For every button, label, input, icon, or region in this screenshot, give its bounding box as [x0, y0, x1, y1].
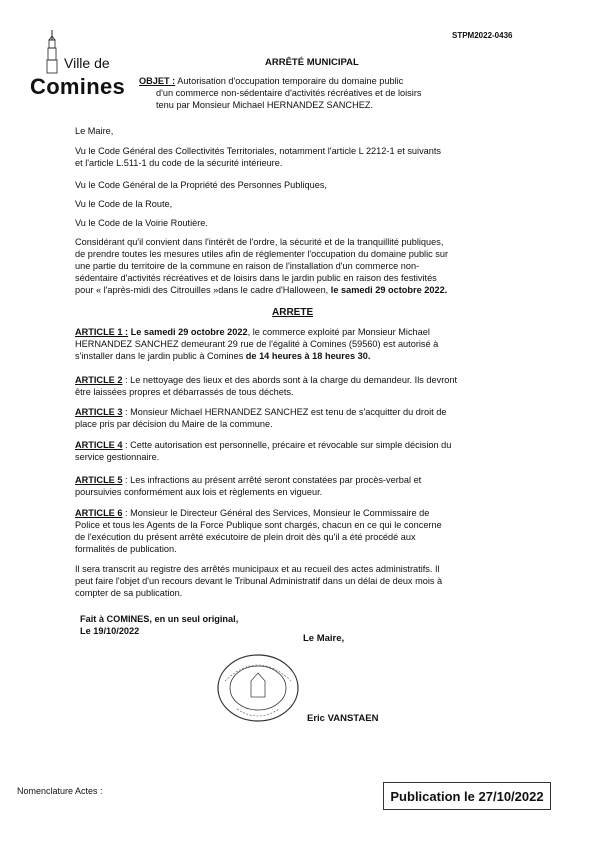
logo-comines: Comines [30, 74, 126, 99]
article-5: ARTICLE 5 : Les infractions au présent arrêté seront constatées par procès-verbal et poursuivies conformément aux lois et règlements en vigueur. [75, 475, 422, 497]
fait-a-block [80, 613, 238, 637]
vu-cgct: Vu le Code Général des Collectivités Territoriales, notamment l'article L 2212-1 et suivants et l'article L.511-1 du code de la sécurité intérieure. [75, 146, 442, 168]
objet-line-3: tenu par Monsieur Michael HERNANDEZ SANCHEZ. [156, 100, 373, 110]
publication-date: Publication le 27/10/2022 [390, 788, 544, 804]
objet-line-2: d'un commerce non-sédentaire d'activités récréatives et de loisirs [156, 88, 422, 98]
vu-code-voirie: Vu le Code de la Voirie Routière. [75, 218, 208, 228]
le-maire-intro: Le Maire, [75, 126, 114, 136]
objet-label: OBJET : [139, 76, 176, 86]
article-1: ARTICLE 1 : Le samedi 29 octobre 2022, le commerce exploité par Monsieur Michael HERNANDEZ SANCHEZ demeurant 29 rue de l'égalité à Comines (59560) est autorisé à s'installer dans le jardin public à Comines de 14 heures à 18 heures 30. [75, 327, 439, 361]
objet-line-1: Autorisation d'occupation temporaire du domaine public [177, 76, 404, 86]
signature-date: Le 19/10/2022 [80, 626, 140, 636]
vu-cg3p: Vu le Code Général de la Propriété des Personnes Publiques, [75, 180, 327, 190]
belfry-logo-icon [44, 30, 60, 74]
article-2: ARTICLE 2 : Le nettoyage des lieux et des abords sont à la charge du demandeur. Ils devront être laissées propres et débarrassés de tous déchets. [75, 375, 458, 397]
fait-a-comines: Fait à COMINES, en un seul original, [80, 614, 239, 624]
article-6: ARTICLE 6 : Monsieur le Directeur Général des Services, Monsieur le Commissaire de Police et tous les Agents de la Force Publique sont chargés, chacun en ce qui le concerne de l'exécution du présent arrêté exécutoire de plein droit dès qu'il a été procédé aux formalités de publication. [75, 508, 442, 554]
le-maire-signature-label: Le Maire, [303, 633, 345, 644]
publication-box [383, 782, 551, 810]
arrete-heading: ARRETE [272, 307, 314, 318]
mairie-stamp-icon [213, 651, 303, 725]
article-3: ARTICLE 3 : Monsieur Michael HERNANDEZ SANCHEZ est tenu de s'acquitter du droit de place pris par décision du Maire de la commune. [75, 407, 447, 429]
reference-number: STPM2022-0436 [452, 31, 513, 40]
vu-code-route: Vu le Code de la Route, [75, 199, 173, 209]
considerant-paragraph: Considérant qu'il convient dans l'intérêt de l'ordre, la sécurité et de la tranquillité publiques, de prendre toutes les mesures utiles afin de réglementer l'occupation du domaine public sur une partie du territoire de la commune en raison de l'installation d'un commerce non- sédentaire d'activités récréatives et de loisirs dans le jardin public en raison des festivités pour « l'après-midi des Citrouilles »dans le cadre d'Halloween, le samedi 29 octobre 2022. [75, 237, 449, 295]
mayor-name: Eric VANSTAEN [307, 713, 379, 724]
closing-paragraph: Il sera transcrit au registre des arrêtés municipaux et au recueil des actes administratifs. Il peut faire l'objet d'un recours devant le Tribunal Administratif dans un délai de deux mois à compter de sa publication. [75, 564, 443, 598]
nomenclature-label: Nomenclature Actes : [17, 786, 103, 796]
logo-ville-de: Ville de [64, 55, 110, 71]
article-4: ARTICLE 4 : Cette autorisation est personnelle, précaire et révocable sur simple décision du service gestionnaire. [75, 440, 452, 462]
document-title: ARRÊTÉ MUNICIPAL [265, 57, 359, 68]
objet-block [139, 75, 529, 111]
